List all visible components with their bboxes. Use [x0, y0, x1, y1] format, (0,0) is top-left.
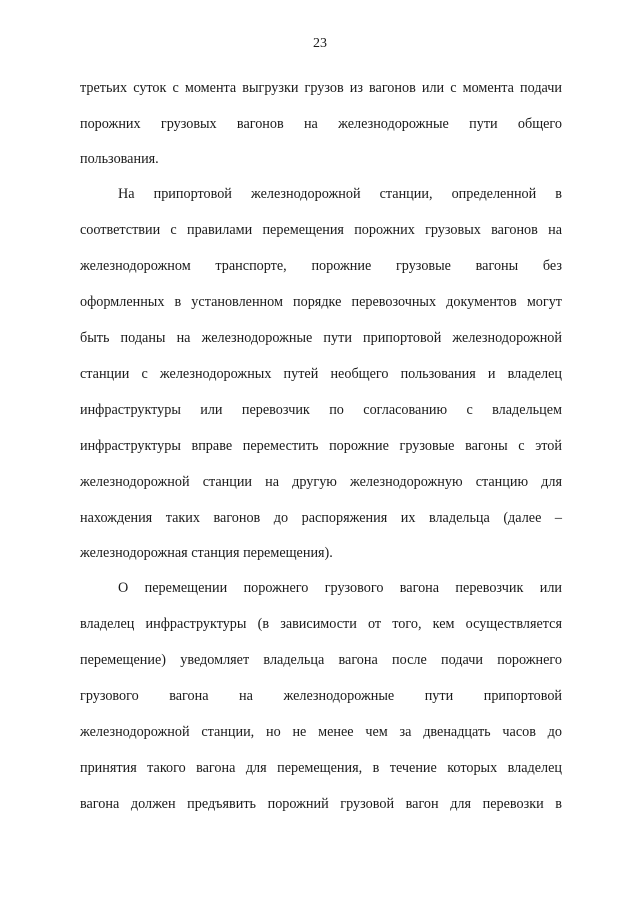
text-line: вагона должен предъявить порожний грузовой вагон для перевозки в — [80, 796, 562, 812]
text-line: железнодорожная станция перемещения). — [80, 545, 333, 561]
text-line: железнодорожной станции на другую железнодорожную станцию для — [80, 474, 562, 490]
text-line: На припортовой железнодорожной станции, определенной в — [118, 186, 562, 202]
text-line: нахождения таких вагонов до распоряжения их владельца (далее – — [80, 510, 562, 526]
text-line: инфраструктуры или перевозчик по согласованию с владельцем — [80, 402, 562, 418]
text-line: железнодорожном транспорте, порожние грузовые вагоны без — [80, 258, 562, 274]
text-line: быть поданы на железнодорожные пути припортовой железнодорожной — [80, 330, 562, 346]
text-line: О перемещении порожнего грузового вагона перевозчик или — [118, 580, 562, 596]
text-line: пользования. — [80, 151, 159, 167]
text-line: грузового вагона на железнодорожные пути припортовой — [80, 688, 562, 704]
page-number: 23 — [313, 36, 327, 51]
text-line: оформленных в установленном порядке перевозочных документов могут — [80, 294, 562, 310]
text-line: соответствии с правилами перемещения порожних грузовых вагонов на — [80, 222, 562, 238]
text-line: перемещение) уведомляет владельца вагона после подачи порожнего — [80, 652, 562, 668]
text-line: принятия такого вагона для перемещения, в течение которых владелец — [80, 760, 562, 776]
text-line: третьих суток с момента выгрузки грузов из вагонов или с момента подачи — [80, 80, 562, 96]
text-line: владелец инфраструктуры (в зависимости от того, кем осуществляется — [80, 616, 562, 632]
text-line: порожних грузовых вагонов на железнодорожные пути общего — [80, 116, 562, 132]
text-line: станции с железнодорожных путей необщего пользования и владелец — [80, 366, 562, 382]
text-line: железнодорожной станции, но не менее чем за двенадцать часов до — [80, 724, 562, 740]
text-line: инфраструктуры вправе переместить порожние грузовые вагоны с этой — [80, 438, 562, 454]
